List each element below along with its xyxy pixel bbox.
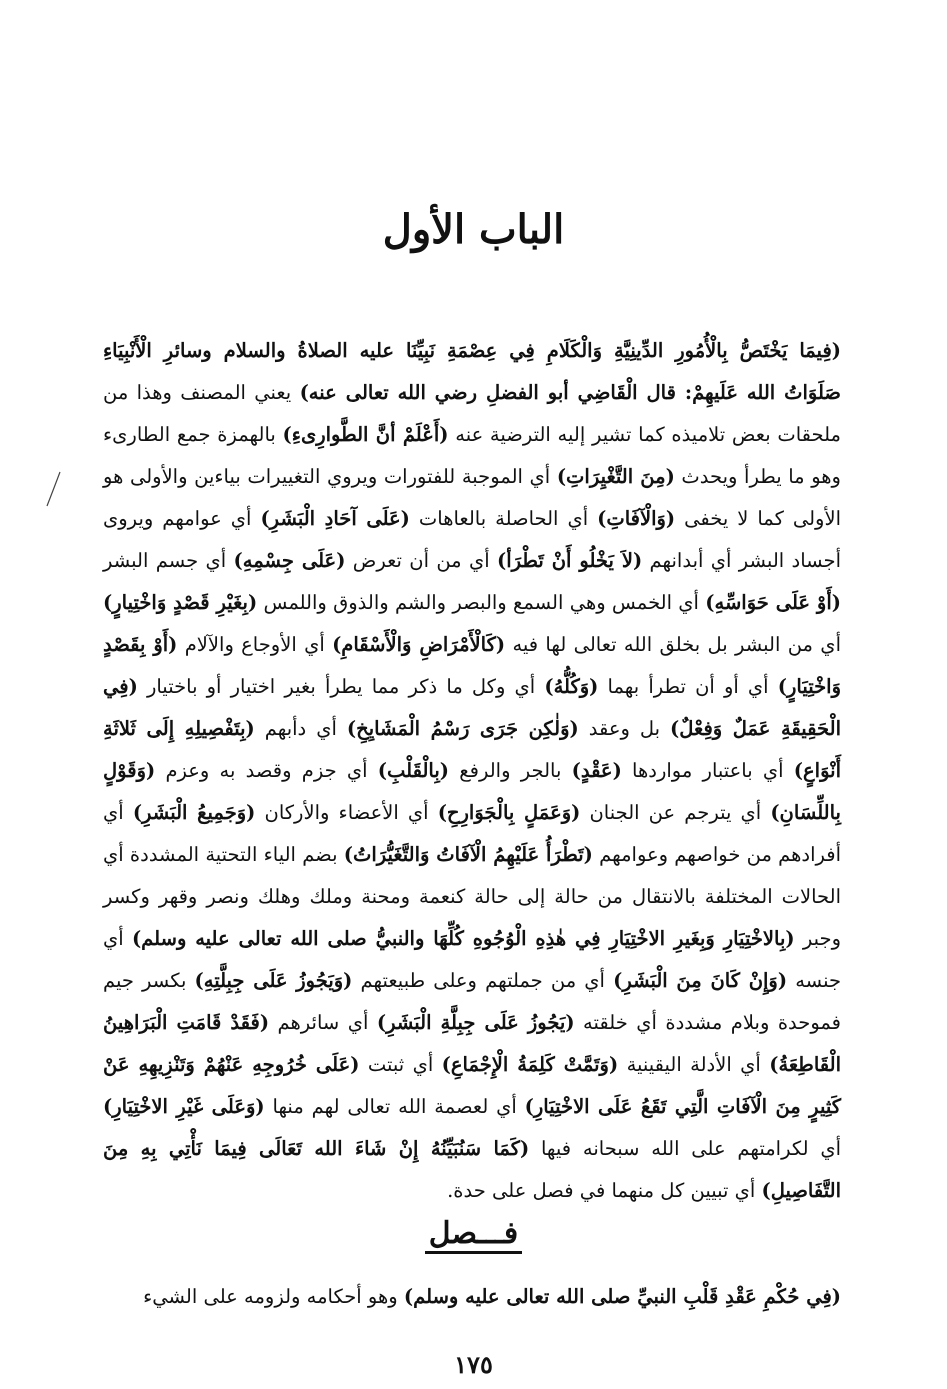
sharh-run: أي جنسه [103, 927, 842, 992]
matn-run: (أَوْ عَلَى حَوَاسِّهِ) [705, 591, 841, 614]
sharh-run: أي باعتبار مواردها [621, 759, 794, 782]
sharh-run: أي جسم البشر [103, 549, 234, 572]
paragraph-text [103, 330, 841, 1212]
matn-run: (يَجُوزُ عَلَى جِبِلَّةِ الْبَشَرِ) [376, 1011, 575, 1034]
matn-run: (وَعَلَى غَيْرِ الاخْتِيَارِ) [103, 1095, 265, 1118]
matn-run: (عَلَى خُرُوجِهِ عَنْهُمْ وَتَنْزِيهِهِ عَنْ كَثِيرٍ مِنَ الْآفَاتِ الَّتِي تَقَعُ عَلَى الاخْتِيَارِ) [103, 1053, 841, 1118]
matn-run: (وَيَجُوزُ عَلَى جِبِلَّتِهِ) [194, 969, 353, 992]
sharh-run: أي يترجم عن الجنان [580, 801, 771, 824]
sharh-run: أي من البشر بل بخلق الله تعالى لها فيه [505, 633, 841, 656]
sharh-run: أي عوامهم ويروى أجساد البشر أي أبدانهم [103, 507, 841, 572]
matn-run: (فَقَدْ قَامَتِ الْبَرَاهِينُ الْقَاطِعَةُ) [103, 1011, 841, 1076]
matn-run: (عَلَى آحَادِ الْبَشَرِ) [260, 507, 410, 530]
matn-run: (عَلَى جِسْمِهِ) [233, 549, 346, 572]
main-paragraph [103, 330, 841, 1212]
sharh-run: بالجر والرفع [449, 759, 572, 782]
section-heading-text: فـــصل [425, 1217, 522, 1254]
matn-run: (فِي الْحَقِيقَةِ عَمَلٌ وَفِعْلٌ) [103, 675, 841, 740]
section-paragraph [103, 1276, 841, 1318]
sharh-run: أي لكرامتهم على الله سبحانه فيها [529, 1137, 842, 1160]
matn-run: (وَعَمَلٍ بِالْجَوَارِحِ) [437, 801, 581, 824]
sharh-run: بالهمزة جمع الطارىء وهو ما يطرأ ويحدث [103, 423, 841, 488]
matn-run: (وَلٰكِن جَرَى رَسْمُ الْمَشَايِخِ) [346, 717, 579, 740]
matn-run: (أَوْ بِقَصْدٍ وَاخْتِيَارٍ) [103, 633, 841, 698]
sharh-run: أي الخمس وهي السمع والبصر والشم والذوق واللمس [257, 591, 706, 614]
sharh-run: أي لعصمة الله تعالى لهم منها [264, 1095, 525, 1118]
sharh-run: أي ثبتت [359, 1053, 442, 1076]
matn-run: (وَجَمِيعُ الْبَشَرِ) [132, 801, 256, 824]
matn-run: (بِالْقَلْبِ) [377, 759, 450, 782]
matn-run: (بِغَيْرِ قَصْدٍ وَاخْتِيارٍ) [103, 591, 258, 614]
matn-run: (كَالْأَمْرَاضِ وَالْأَسْقَامِ) [332, 633, 506, 656]
sharh-run: يعني المصنف وهذا من ملحقات بعض تلاميذه كما تشير إليه الترضية عنه [103, 381, 841, 446]
sharh-run: أي الموجبة للفتورات ويروي التغييرات بياءين والأولى هو الأولى كما لا يخفى [103, 465, 841, 530]
sharh-run: أي وكل ما ذكر مما يطرأ بغير اختيار أو باختيار [137, 675, 545, 698]
section-heading [0, 1216, 947, 1254]
sharh-run: أي من جملتهم وعلى طبيعتهم [352, 969, 614, 992]
sharh-run: أي الأدلة اليقينية [618, 1053, 770, 1076]
matn-run: (بِالاخْتِيَارِ وَبِغَيرِ الاخْتِيَارِ فِي هٰذِهِ الْوُجُوهِ كُلِّهَا والنبيُّ صلى الله تعالى عليه وسلم) [131, 927, 795, 950]
sharh-run: أي سائرهم [269, 1011, 377, 1034]
sharh-run: أي جزم وقصد به وعزم [155, 759, 378, 782]
matn-run: (وَقَوْلٍ بِاللِّسَانِ) [103, 759, 841, 824]
section-bold-text: (فِي حُكْمِ عَقْدِ قَلْبِ النبيِّ صلى الله تعالى عليه وسلم) [403, 1285, 841, 1308]
matn-run: (وَكُلُّهُ) [544, 675, 599, 698]
sharh-run: أي الأوجاع والآلام [177, 633, 333, 656]
margin-pen-mark [44, 470, 62, 510]
sharh-run: أي الحاصلة بالعاهات [409, 507, 598, 530]
matn-run: (عَقْدٍ) [571, 759, 622, 782]
matn-run: (وَتَمَّتْ كَلِمَةُ الْإِجْمَاعِ) [441, 1053, 619, 1076]
sharh-run: أي أفرادهم من خواصهم وعوامهم [103, 801, 841, 866]
matn-run: (وَالْآفَاتِ) [597, 507, 676, 530]
section-plain-text: وهو أحكامه ولزومه على الشيء [143, 1285, 404, 1308]
chapter-title: الباب الأول [382, 206, 565, 253]
matn-run: (وَإِنْ كَانَ مِنَ الْبَشَرِ) [613, 969, 788, 992]
sharh-run: أي الأعضاء والأركان [255, 801, 438, 824]
sharh-run: أي أو أن تطرأ بهما [598, 675, 778, 698]
matn-run: (أَعْلَمْ أنَّ الطَّوارِىءِ) [282, 423, 449, 446]
matn-run: (تَطْرَأُ عَلَيْهِمُ الْآفَاتُ وَالتَّغَيُّرَاتُ) [343, 843, 593, 866]
page-number: ١٧٥ [454, 1350, 493, 1379]
matn-run: (بِتَفْصِيلِهِ إِلَى ثَلاثَةِ أَنْوَاعٍ) [103, 717, 841, 782]
sharh-run: أي دأبهم [254, 717, 347, 740]
matn-run: (كَمَا سَنُبَيِّنُهُ إِنْ شَاءَ الله تَعَالَى فِيمَا نَأْتِي بِهِ مِنَ التَّفَاصِيلِ) [103, 1137, 841, 1202]
sharh-run: بضم الياء التحتية المشددة أي الحالات المختلفة بالانتقال من حالة إلى حالة كنعمة ومحنة وملك وهلك ونصر وقهر وكسر وجبر [103, 843, 841, 950]
matn-run: (لاَ يَخْلُو أَنْ تَطْرَأ) [496, 549, 643, 572]
sharh-run: أي من أن تعرض [345, 549, 497, 572]
sharh-run: بل وعقد [578, 717, 671, 740]
matn-run: (مِنَ التَّغْيِرَاتِ) [556, 465, 675, 488]
matn-run: (فِيمَا يَخْتَصُّ بِالْأُمُورِ الدِّينِيَّةِ وَالْكَلَامِ فِي عِصْمَةِ نَبِيِّنَا عليه الصلاةُ والسلام وسائرِ الْأَنْبِيَاءِ صَلَوَاتُ الله عَلَيهِمْ: قال الْقَاضِي أبو الفضلِ رضي الله تعالى عنه) [103, 339, 841, 404]
sharh-run: بكسر جيم فموحدة وبلام مشددة أي خلقته [103, 969, 841, 1034]
sharh-run: أي تبيين كل منهما في فصل على حدة. [447, 1179, 762, 1202]
